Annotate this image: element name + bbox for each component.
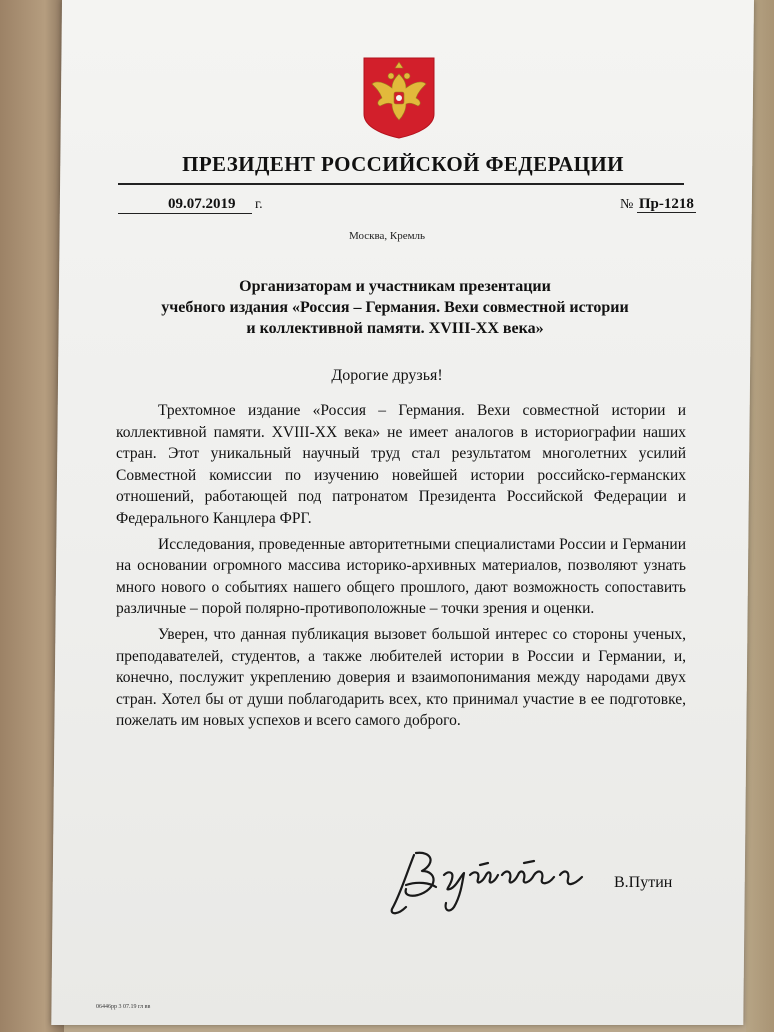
- year-suffix: г.: [255, 197, 263, 212]
- date-value: 09.07.2019: [168, 196, 236, 212]
- paragraph-2: Исследования, проведенные авторитетными специалистами России и Германии на основании огромного массива историко-архивных материалов, позволяют узнать много нового о событиях нашего общего прошлого, дают возможность сопоставить различные – порой полярно-противоположные – точки зрения и оценки.: [116, 535, 686, 618]
- address-line-2: учебного издания «Россия – Германия. Вехи совместной истории: [161, 299, 629, 316]
- president-title: ПРЕЗИДЕНТ РОССИЙСКОЙ ФЕДЕРАЦИИ: [182, 152, 624, 176]
- address-line-1: Организаторам и участникам презентации: [239, 278, 551, 295]
- date-underline-right: [236, 197, 252, 214]
- place-line: Москва, Кремль: [348, 230, 426, 242]
- date-line: [118, 196, 263, 214]
- address-line-3: и коллективной памяти. XVIII-XX века»: [246, 320, 544, 337]
- paragraph-3: Уверен, что данная публикация вызовет большой интерес со стороны ученых, преподавателей, студентов, а также любителей истории в России и Германии, и, конечно, послужит укреплению доверия и взаимопонимания между народами двух стран. Хотел бы от души поблагодарить всех, кто принимал участие в ее подготовке, пожелать им новых успехов и всего самого доброго.: [116, 625, 686, 730]
- paragraph-1: Трехтомное издание «Россия – Германия. Вехи совместной истории и коллективной памяти. XVIII-XX века» не имеет аналогов в историографии наших стран. Этот уникальный научный труд стал результатом многолетних усилий Совместной комиссии по изучению новейшей истории российско-германских отношений, работающей под патронатом Президента Российской Федерации и Федерального Канцлера ФРГ.: [116, 402, 686, 527]
- addressee-block: [130, 276, 660, 339]
- number-label: №: [620, 197, 634, 212]
- number-value: Пр-1218: [638, 196, 694, 212]
- letter-body: [116, 400, 686, 736]
- header-rule: [118, 183, 684, 185]
- greeting: Дорогие друзья!: [331, 367, 443, 384]
- coat-of-arms-emblem: [362, 56, 436, 140]
- handwritten-signature: [384, 845, 592, 919]
- date-underline-left: [118, 197, 168, 214]
- document-number: [620, 196, 696, 213]
- footer-code: 06446рр 3 07.19 гл вв: [96, 1004, 151, 1010]
- signer-name: В.Путин: [614, 874, 673, 891]
